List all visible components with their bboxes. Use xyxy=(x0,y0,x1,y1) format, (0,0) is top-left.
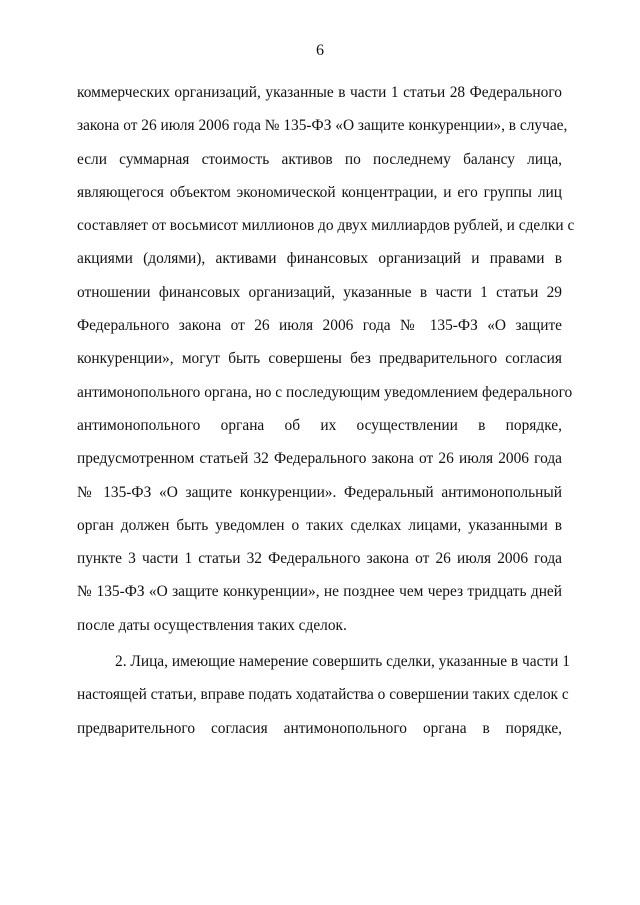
text-line: составляет от восьмисот миллионов до двух миллиардов рублей, и сделки с xyxy=(77,217,575,235)
text-line: акциями (долями), активами финансовых организаций и правами в xyxy=(77,250,562,268)
text-line: Федерального закона от 26 июля 2006 года № 135-ФЗ «О защите xyxy=(77,317,562,335)
text-line: антимонопольного органа, но с последующим уведомлением федерального xyxy=(77,383,573,401)
text-line: предусмотренном статьей 32 Федерального закона от 26 июля 2006 года xyxy=(77,450,562,468)
text-line: пункте 3 части 1 статьи 32 Федерального закона от 26 июля 2006 года xyxy=(77,550,562,568)
text-line: конкуренции», могут быть совершены без предварительного согласия xyxy=(77,350,562,368)
text-line: коммерческих организаций, указанные в части 1 статьи 28 Федерального xyxy=(77,84,562,101)
text-line: если суммарная стоимость активов по последнему балансу лица, xyxy=(77,150,562,168)
text-line: № 135-ФЗ «О защите конкуренции». Федеральный антимонопольный xyxy=(77,483,562,501)
text-line: настоящей статьи, вправе подать ходатайства о совершении таких сделок с xyxy=(77,686,569,704)
text-line: орган должен быть уведомлен о таких сделках лицами, указанными в xyxy=(77,516,562,534)
text-line: предварительного согласия антимонопольного органа в порядке, xyxy=(77,719,562,737)
text-line: отношении финансовых организаций, указанные в части 1 статьи 29 xyxy=(77,283,562,301)
paragraph-2 xyxy=(77,645,570,745)
text-line: 2. Лица, имеющие намерение совершить сделки, указанные в части 1 xyxy=(115,653,570,671)
text-line: антимонопольного органа об их осуществлении в порядке, xyxy=(77,416,562,434)
text-line: являющегося объектом экономической концентрации, и его группы лиц xyxy=(77,183,562,201)
text-line: закона от 26 июля 2006 года № 135-ФЗ «О защите конкуренции», в случае, xyxy=(77,117,568,135)
page-number: 6 xyxy=(316,42,324,59)
text-line: № 135-ФЗ «О защите конкуренции», не позднее чем через тридцать дней xyxy=(77,583,562,601)
text-line: после даты осуществления таких сделок. xyxy=(77,616,347,634)
document-body xyxy=(77,76,575,745)
paragraph-1 xyxy=(77,76,575,642)
